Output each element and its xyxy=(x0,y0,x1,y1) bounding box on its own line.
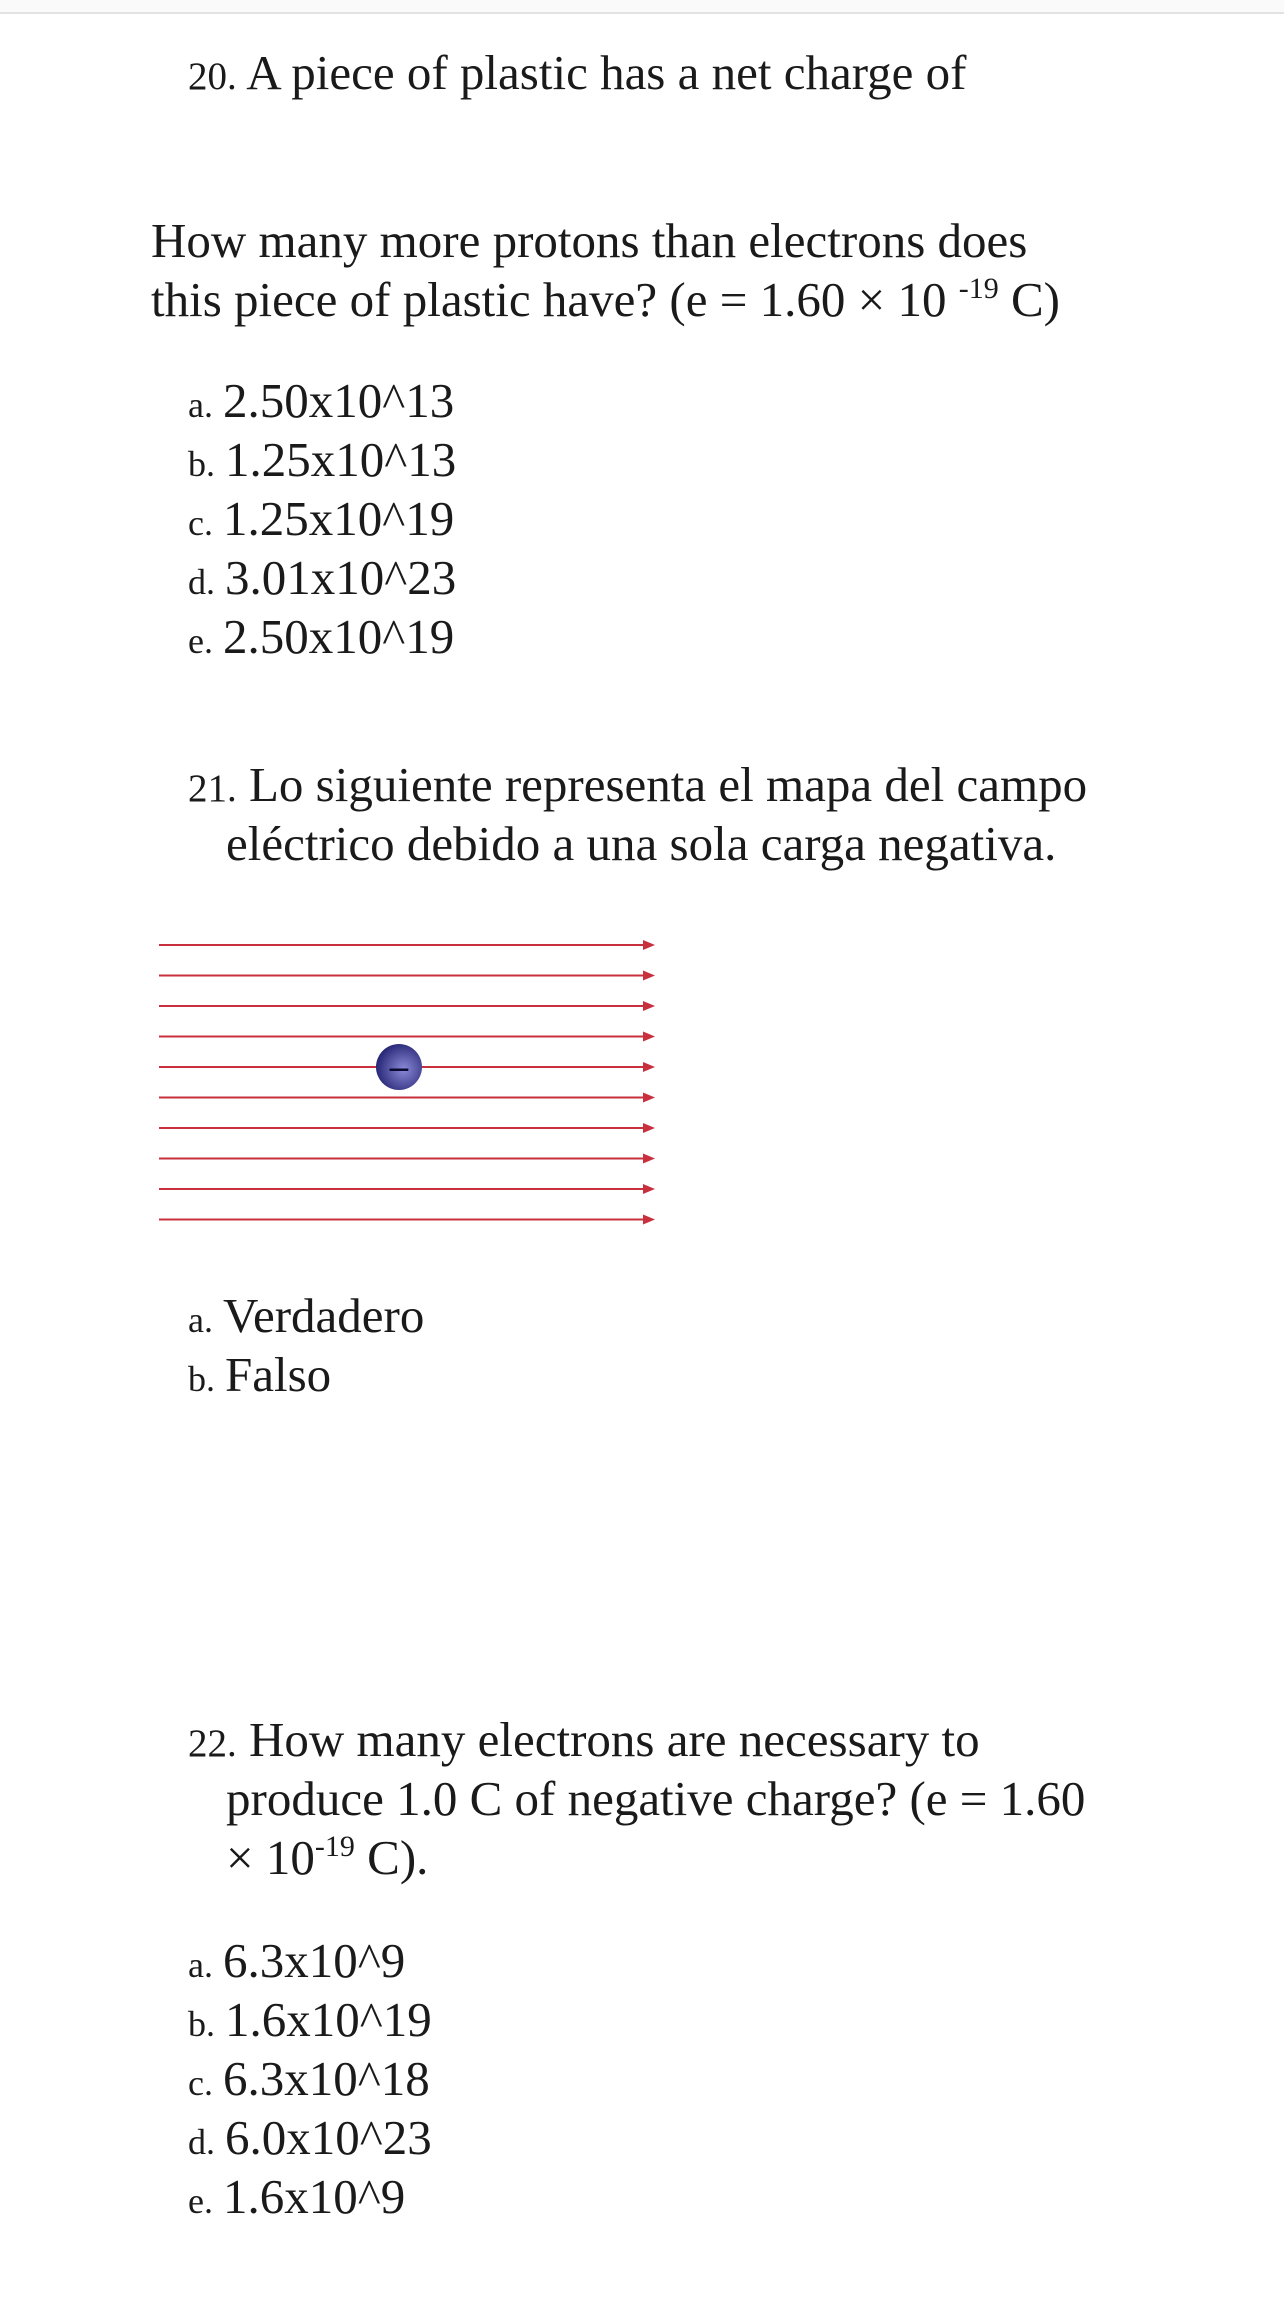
option-letter: e. xyxy=(188,621,213,661)
option-text: 1.6x10^9 xyxy=(222,2169,406,2224)
answer-option[interactable] xyxy=(188,490,454,552)
question-number: 22. xyxy=(188,1722,237,1765)
option-text: Verdadero xyxy=(222,1288,425,1343)
field-arrowhead xyxy=(643,1215,655,1225)
option-letter: c. xyxy=(188,503,213,543)
exponent: -19 xyxy=(314,1830,355,1863)
question-text: Lo siguiente representa el mapa del campo xyxy=(249,757,1088,812)
question-21-line-1 xyxy=(188,756,1087,818)
answer-option[interactable] xyxy=(188,1287,424,1349)
option-text: 3.01x10^23 xyxy=(225,550,457,605)
question-22-line-2: produce 1.0 C of negative charge? (e = 1.60 xyxy=(226,1771,1086,1826)
answer-option[interactable] xyxy=(188,2050,430,2112)
question-20-stem xyxy=(188,44,967,106)
option-text: 1.25x10^13 xyxy=(225,432,457,487)
option-letter: a. xyxy=(188,385,213,425)
body-text: × 10 xyxy=(226,1830,315,1885)
field-arrowhead xyxy=(643,1093,655,1103)
body-text: this piece of plastic have? (e = 1.60 × 10 xyxy=(151,272,959,327)
field-arrowhead xyxy=(643,1032,655,1042)
field-arrowhead xyxy=(643,1001,655,1011)
electric-field-diagram xyxy=(155,930,670,1230)
option-letter: d. xyxy=(188,2122,215,2162)
option-letter: e. xyxy=(188,2181,213,2221)
option-letter: c. xyxy=(188,2063,213,2103)
field-arrowhead xyxy=(643,1062,655,1072)
top-border xyxy=(0,0,1284,14)
question-20-body-line-1: How many more protons than electrons does xyxy=(151,213,1028,268)
question-number: 21. xyxy=(188,767,237,810)
option-letter: d. xyxy=(188,562,215,602)
option-text: 1.25x10^19 xyxy=(222,491,455,546)
answer-option[interactable] xyxy=(188,608,454,670)
question-22-line-3 xyxy=(226,1829,428,1887)
body-text: C). xyxy=(354,1830,429,1885)
option-text: 6.3x10^18 xyxy=(222,2051,430,2106)
answer-option[interactable] xyxy=(188,431,456,493)
option-text: Falso xyxy=(225,1347,332,1402)
exponent: -19 xyxy=(958,272,999,305)
answer-option[interactable] xyxy=(188,549,456,611)
answer-option[interactable] xyxy=(188,1991,432,2053)
option-text: 6.0x10^23 xyxy=(225,2110,432,2165)
question-22-line-1 xyxy=(188,1711,980,1773)
question-21-line-2: eléctrico debido a una sola carga negativa. xyxy=(226,816,1057,871)
option-text: 2.50x10^19 xyxy=(222,609,455,664)
option-text: 2.50x10^13 xyxy=(222,373,455,428)
answer-option[interactable] xyxy=(188,372,454,434)
field-arrowhead xyxy=(643,940,655,950)
field-arrowhead xyxy=(643,1123,655,1133)
question-number: 20. xyxy=(188,55,237,98)
option-text: 1.6x10^19 xyxy=(225,1992,432,2047)
question-text: A piece of plastic has a net charge of xyxy=(246,45,967,100)
negative-sign: − xyxy=(386,1052,412,1087)
body-text: C) xyxy=(998,272,1060,327)
field-arrowhead xyxy=(643,971,655,981)
question-text: How many electrons are necessary to xyxy=(249,1712,980,1767)
option-letter: a. xyxy=(188,1300,213,1340)
option-letter: b. xyxy=(188,1359,215,1399)
answer-option[interactable] xyxy=(188,2168,405,2230)
option-letter: a. xyxy=(188,1945,213,1985)
option-letter: b. xyxy=(188,2004,215,2044)
option-text: 6.3x10^9 xyxy=(222,1933,406,1988)
field-arrowhead xyxy=(643,1184,655,1194)
field-arrowhead xyxy=(643,1154,655,1164)
question-20-body-line-2 xyxy=(151,271,1060,329)
answer-option[interactable] xyxy=(188,1932,405,1994)
answer-option[interactable] xyxy=(188,2109,432,2171)
answer-option[interactable] xyxy=(188,1346,331,1408)
option-letter: b. xyxy=(188,444,215,484)
